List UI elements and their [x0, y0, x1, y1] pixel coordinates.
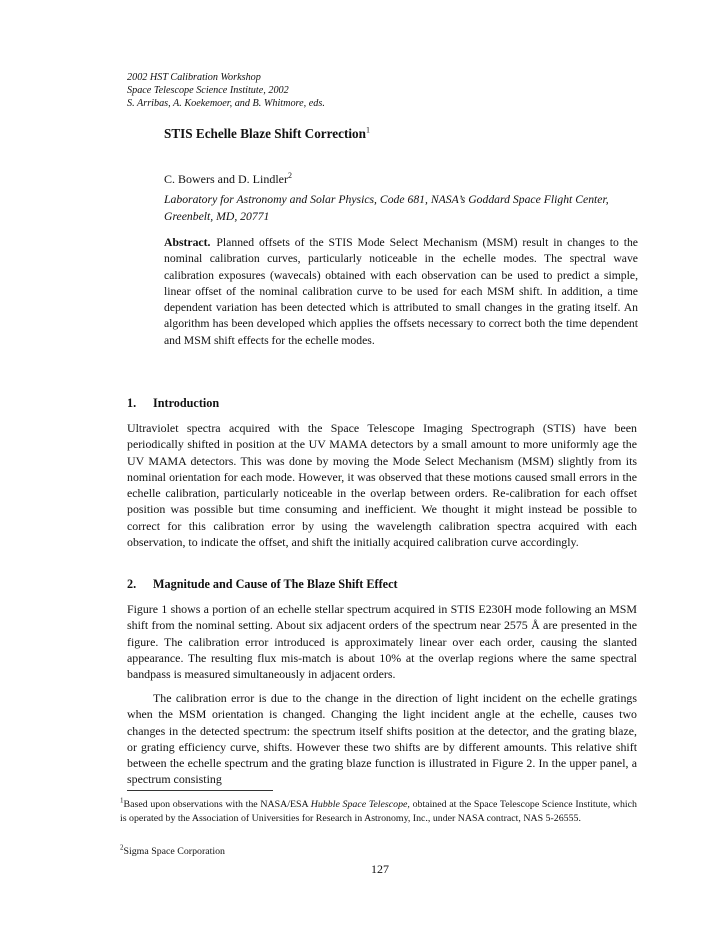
- footnote-text: , obtained at the Space Telescope Science Institute, which is operated by the Association of Universities for Research in Astronomy, Inc., under NASA contract, NAS 5-26555.: [120, 799, 637, 824]
- paper-title: [164, 126, 370, 142]
- header-institute: Space Telescope Science Institute, 2002: [127, 85, 289, 96]
- author-names: C. Bowers and D. Lindler: [164, 172, 288, 186]
- author-list: [164, 172, 292, 187]
- header-workshop: 2002 HST Calibration Workshop: [127, 72, 261, 83]
- footnote-2: [120, 845, 637, 859]
- affiliation: Laboratory for Astronomy and Solar Physics, Code 681, NASA’s Goddard Space Flight Center, Greenbelt, MD, 20771: [164, 193, 609, 223]
- section-heading-introduction: [127, 396, 219, 411]
- blaze-shift-paragraph-2: The calibration error is due to the change in the direction of light incident on the echelle gratings when the MSM orientation is changed. Changing the light incident angle at the echelle, causes two changes in the detected spectrum: the spectrum itself shifts position at the detector, and the grating blaze, or grating efficiency curve, shifts. However these two shifts are by different amounts. This relative shift between the echelle spectrum and the grating blaze function is illustrated in Figure 2. In the upper panel, a spectrum consisting: [127, 691, 637, 787]
- footnote-divider: [127, 790, 273, 791]
- footnote-italic-text: Hubble Space Telescope: [310, 799, 408, 810]
- section-number: 1.: [127, 396, 137, 410]
- abstract: [164, 235, 638, 349]
- blaze-shift-paragraph-1: Figure 1 shows a portion of an echelle stellar spectrum acquired in STIS E230H mode following an MSM shift from the nominal setting. About six adjacent orders of the spectrum near 2575 Å are presented in the figure. The calibration error introduced is approximately linear over each order, causing the slanted appearance. The resulting flux mis-match is about 10% at the overlap regions where the same spectral bandpass is measured simultaneously in adjacent orders.: [127, 602, 637, 682]
- footnote-text: Based upon observations with the NASA/ESA: [123, 799, 311, 810]
- running-header: [127, 71, 325, 110]
- footnote-mark: 1: [120, 796, 124, 805]
- footnote-text: Sigma Space Corporation: [123, 846, 225, 857]
- page-number: 127: [371, 862, 389, 876]
- header-editors: S. Arribas, A. Koekemoer, and B. Whitmore, eds.: [127, 98, 325, 109]
- introduction-paragraph: Ultraviolet spectra acquired with the Space Telescope Imaging Spectrograph (STIS) have been periodically shifted in position at the UV MAMA detectors by a small amount to more uniformly age the UV MAMA detectors. This was done by moving the Mode Select Mechanism (MSM) slightly from its nominal orientation for each mode. However, it was observed that these motions caused small errors in the echelle calibration, particularly noticeable in the overlap between orders. Re-calibration for each offset position was possible but time consuming and inefficient. We thought it might instead be possible to correct for this calibration error by using the wavelength calibration spectra acquired with each observation, to indicate the offset, and shift the initially acquired calibration curve accordingly.: [127, 421, 637, 550]
- footnote-1: [120, 798, 637, 825]
- footnote-mark: 2: [120, 843, 124, 852]
- title-text: STIS Echelle Blaze Shift Correction: [164, 126, 366, 141]
- section-title: Magnitude and Cause of The Blaze Shift Effect: [153, 577, 398, 591]
- abstract-text: Planned offsets of the STIS Mode Select Mechanism (MSM) result in changes to the nominal calibration curves, particularly noticeable in the echelle modes. The spectral wave calibration exposures (wavecals) obtained with each observation can be used to predict a simple, linear offset of the nominal calibration curve to be used for each MSM shift. In addition, a time dependent variation has been detected which is attributed to small changes in the grating itself. An algorithm has been developed which applies the offsets necessary to correct both the time dependent and MSM shift effects for the echelle modes.: [164, 236, 638, 347]
- abstract-label: Abstract.: [164, 236, 211, 249]
- section-number: 2.: [127, 577, 137, 591]
- author-footnote-mark: 2: [287, 171, 292, 180]
- title-footnote-mark: 1: [365, 125, 370, 135]
- section-heading-blaze-shift: [127, 577, 398, 592]
- section-title: Introduction: [153, 396, 220, 410]
